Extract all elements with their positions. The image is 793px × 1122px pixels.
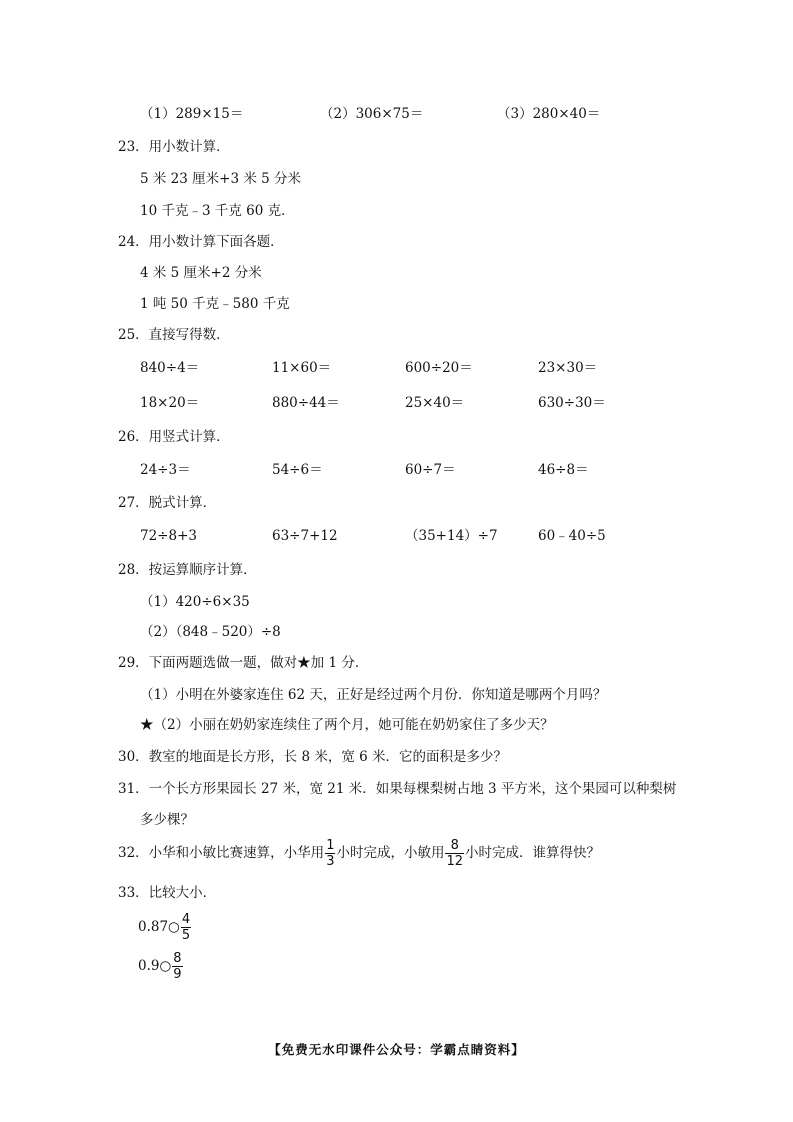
q23-title: 23．用小数计算． [118, 139, 230, 155]
q33-item-left: 0.87○ [138, 919, 180, 935]
q32-text-3: 小时完成．谁算得快？ [465, 845, 601, 861]
q22-item-2: （2）306×75＝ [320, 106, 424, 122]
q25-cell: 840÷4＝ [140, 360, 200, 376]
q33-item-1 [138, 910, 192, 944]
page-footer: 【免费无水印课件公众号：学霸点睛资料】 [268, 1042, 525, 1057]
q27-cell: 72÷8+3 [140, 528, 197, 544]
q30-title: 30．教室的地面是长方形，长 8 米，宽 6 米．它的面积是多少？ [118, 749, 508, 765]
q32-fraction-2 [445, 838, 464, 869]
q24-title: 24．用小数计算下面各题． [118, 234, 284, 250]
q25-title: 25．直接写得数． [118, 327, 230, 343]
q23-line-2: 10 千克﹣3 千克 60 克． [140, 203, 295, 219]
q25-cell: 600÷20＝ [405, 360, 473, 376]
q24-line-2: 1 吨 50 千克﹣580 千克 [140, 296, 290, 312]
q27-title: 27．脱式计算． [118, 495, 217, 511]
fraction-numerator: 1 [326, 838, 335, 853]
q28-title: 28．按运算顺序计算． [118, 562, 257, 578]
q25-cell: 25×40＝ [405, 395, 465, 411]
q28-line-1: （1）420÷6×35 [140, 594, 250, 610]
q32-text-2: 小时完成，小敏用 [336, 845, 445, 861]
q25-cell: 23×30＝ [538, 360, 598, 376]
q33-item-left: 0.9○ [138, 958, 172, 974]
q25-cell: 630÷30＝ [538, 395, 606, 411]
fraction-denominator: 5 [181, 928, 191, 943]
q32-text-1: 32．小华和小敏比赛速算，小华用 [118, 845, 325, 861]
q24-line-1: 4 米 5 厘米+2 分米 [140, 265, 262, 281]
q27-cell: 60﹣40÷5 [538, 528, 606, 544]
q25-cell: 880÷44＝ [272, 395, 340, 411]
fraction-numerator: 8 [173, 951, 182, 966]
q26-cell: 24÷3＝ [140, 462, 191, 478]
q22-item-1: （1）289×15＝ [140, 106, 244, 122]
fraction-numerator: 8 [450, 838, 459, 853]
q22-item-3: （3）280×40＝ [497, 106, 601, 122]
q25-cell: 18×20＝ [140, 395, 200, 411]
fraction-numerator: 4 [181, 912, 191, 927]
q29-line-2: ★（2）小丽在奶奶家连续住了两个月，她可能在奶奶家住了多少天？ [140, 717, 554, 733]
q25-cell: 11×60＝ [272, 360, 332, 376]
fraction-denominator: 3 [326, 854, 335, 869]
q29-line-1: （1）小明在外婆家连住 62 天，正好是经过两个月份．你知道是哪两个月吗？ [140, 687, 607, 703]
q26-cell: 46÷8＝ [538, 462, 589, 478]
q33-item-2 [138, 949, 184, 983]
q33-fraction [172, 951, 182, 982]
q32-line [118, 836, 600, 870]
q26-cell: 60÷7＝ [405, 462, 456, 478]
q31-line-2: 多少棵？ [140, 812, 194, 828]
q23-line-1: 5 米 23 厘米+3 米 5 分米 [140, 171, 302, 187]
q27-cell: （35+14）÷7 [405, 528, 498, 544]
q31-line-1: 31．一个长方形果园长 27 米，宽 21 米．如果每棵梨树占地 3 平方米，这个果园可以种梨树 [118, 781, 677, 797]
q33-fraction [181, 912, 191, 943]
fraction-denominator: 9 [173, 967, 182, 982]
q33-title: 33．比较大小． [118, 885, 217, 901]
q28-line-2: （2）（848﹣520）÷8 [140, 624, 281, 640]
q26-title: 26．用竖式计算． [118, 429, 230, 445]
q26-cell: 54÷6＝ [272, 462, 323, 478]
q32-fraction-1 [325, 838, 335, 869]
q27-cell: 63÷7+12 [272, 528, 338, 544]
fraction-denominator: 12 [446, 854, 464, 869]
q29-title: 29．下面两题选做一题，做对★加 1 分． [118, 655, 369, 671]
